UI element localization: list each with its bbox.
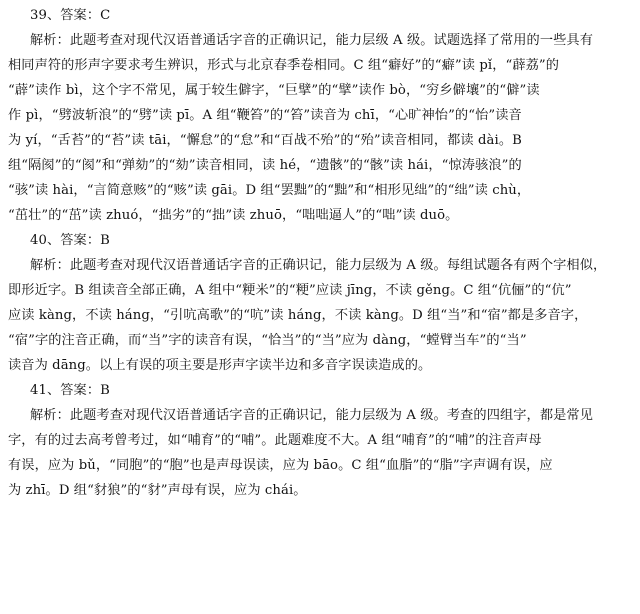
q39-explanation-line: “茁壮”的“茁”读 zhuó，“拙劣”的“拙”读 zhuō，“咄咄逼人”的“咄”读 duō。 — [8, 208, 459, 223]
q41-explanation-line: 解析：此题考查对现代汉语普通话字音的正确识记，能力层级为 A 级。考查的四组字，都是常见 — [30, 408, 593, 423]
q40-answer: 40、答案：B — [30, 233, 110, 248]
q41-explanation-line: 为 zhī。D 组“豺狼”的“豺”声母有误，应为 chái。 — [8, 483, 307, 498]
q39-answer: 39、答案：C — [30, 8, 111, 23]
q41-answer: 41、答案：B — [30, 383, 110, 398]
q40-explanation-line: 读音为 dāng。以上有误的项主要是形声字读半边和多音字误读造成的。 — [8, 358, 432, 373]
q40-explanation-line: “宿”字的注音正确，而“当”字的读音有误，“恰当”的“当”应为 dàng，“螳臂当车”的“当” — [8, 333, 527, 348]
q41-explanation-line: 字，有的过去高考曾考过，如“哺育”的“哺”。此题难度不大。A 组“哺育”的“哺”的注音声母 — [8, 433, 542, 448]
q41-explanation-line: 有误，应为 bǔ，“同胞”的“胞”也是声母误读，应为 bāo。C 组“血脂”的“脂”字声调有误，应 — [8, 458, 553, 473]
q40-explanation-line: 即形近字。B 组读音全部正确，A 组中“粳米”的“粳”应读 jīng，不读 gěng。C 组“伉俪”的“伉” — [8, 283, 572, 298]
q39-explanation-line: 解析：此题考查对现代汉语普通话字音的正确识记，能力层级 A 级。试题选择了常用的一些具有 — [30, 33, 593, 48]
q40-explanation-line: 解析：此题考查对现代汉语普通话字音的正确识记，能力层级为 A 级。每组试题各有两个字相似， — [30, 258, 607, 273]
q39-explanation-line: “骇”读 hài，“言简意赅”的“赅”读 gāi。D 组“罢黜”的“黜”和“相形见绌”的“绌”读 chù， — [8, 183, 531, 198]
q39-explanation-line: 为 yí，“舌苔”的“苔”读 tāi，“懈怠”的“怠”和“百战不殆”的“殆”读音相同，都读 dài。B — [8, 133, 522, 148]
q39-explanation-line: 相同声符的形声字要求考生辨识，形式与北京春季卷相同。C 组“癖好”的“癖”读 pǐ，“薜荔”的 — [8, 58, 560, 73]
q39-explanation-line: 作 pì，“劈波斩浪”的“劈”读 pī。A 组“鞭笞”的“笞”读音为 chī，“心旷神怡”的“怡”读音 — [8, 108, 522, 123]
q39-explanation-line: 组“隔阂”的“阂”和“弹劾”的“劾”读音相同，读 hé，“遗骸”的“骸”读 hái，“惊涛骇浪”的 — [8, 158, 522, 173]
q40-explanation-line: 应读 kàng，不读 háng，“引吭高歌”的“吭”读 háng，不读 kàng。D 组“当”和“宿”都是多音字， — [8, 308, 588, 323]
q39-explanation-line: “薜”读作 bì，这个字不常见，属于较生僻字，“巨擘”的“擘”读作 bò，“穷乡僻壤”的“僻”读 — [8, 83, 540, 98]
